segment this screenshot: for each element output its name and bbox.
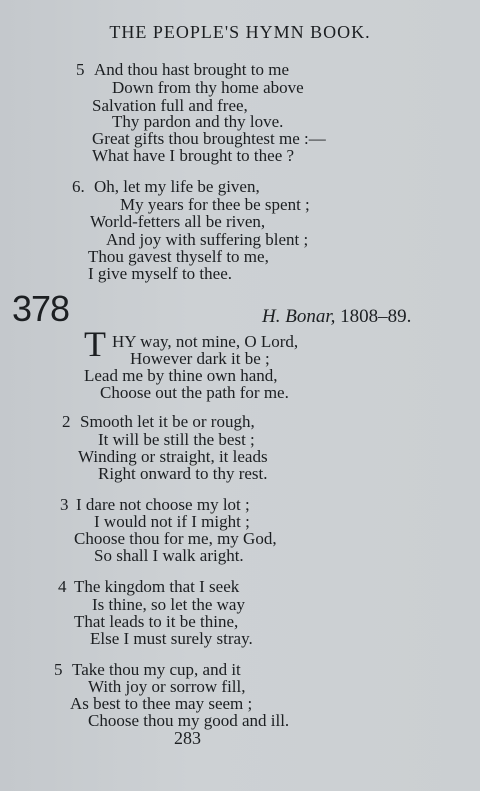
verse-line: Lead me by thine own hand, (84, 366, 278, 385)
verse-line: Thou gavest thyself to me, (88, 247, 269, 266)
verse-line: Great gifts thou broughtest me :— (92, 129, 326, 148)
verse-line: Right onward to thy rest. (98, 464, 268, 483)
verse-line: However dark it be ; (130, 349, 270, 368)
verse-line: That leads to it be thine, (74, 612, 239, 631)
author-years: 1808–89. (340, 306, 412, 327)
verse-number: 6. (72, 177, 85, 196)
verse-line: And thou hast brought to me (94, 60, 290, 79)
verse-line: With joy or sorrow fill, (88, 677, 246, 696)
verse-number: 5 (76, 60, 85, 79)
hymn-author (262, 306, 411, 328)
page-header: THE PEOPLE'S HYMN BOOK. (109, 22, 371, 42)
verse-number: 5 (54, 660, 63, 679)
verse-line: Choose thou my good and ill. (88, 711, 290, 730)
verse-line: I give myself to thee. (88, 264, 232, 283)
verse-line: Else I must surely stray. (90, 629, 253, 648)
page-number: 283 (174, 728, 201, 748)
hymn-number: 378 (12, 288, 70, 329)
verse-line: Smooth let it be or rough, (80, 412, 255, 431)
verse-line: Salvation full and free, (92, 96, 248, 115)
verse-line: So shall I walk aright. (94, 546, 244, 565)
verse-line: And joy with suffering blent ; (106, 230, 309, 249)
verse-line: I would not if I might ; (94, 512, 250, 531)
verse-line: Winding or straight, it leads (78, 447, 268, 466)
verse-line: Choose thou for me, my God, (74, 529, 277, 548)
verse-line: What have I brought to thee ? (92, 146, 295, 165)
verse-line: I dare not choose my lot ; (76, 495, 250, 514)
verse-line: My years for thee be spent ; (120, 195, 310, 214)
verse-line: HY way, not mine, O Lord, (112, 332, 299, 351)
drop-cap: T (84, 324, 106, 364)
author-name: H. Bonar, (262, 306, 336, 327)
verse-number: 2 (62, 412, 71, 431)
verse-line: Choose out the path for me. (100, 383, 289, 402)
verse-line: Down from thy home above (112, 78, 304, 97)
verse-line: The kingdom that I seek (74, 577, 240, 596)
verse-line: Oh, let my life be given, (94, 177, 260, 196)
verse-line: Take thou my cup, and it (72, 660, 241, 679)
verse-number: 3 (60, 495, 69, 514)
verse-line: As best to thee may seem ; (70, 694, 253, 713)
verse-line: Thy pardon and thy love. (112, 112, 284, 131)
verse-line: It will be still the best ; (98, 430, 255, 449)
verse-line: Is thine, so let the way (92, 595, 245, 614)
verse-number: 4 (58, 577, 67, 596)
verse-line: World-fetters all be riven, (90, 212, 266, 231)
